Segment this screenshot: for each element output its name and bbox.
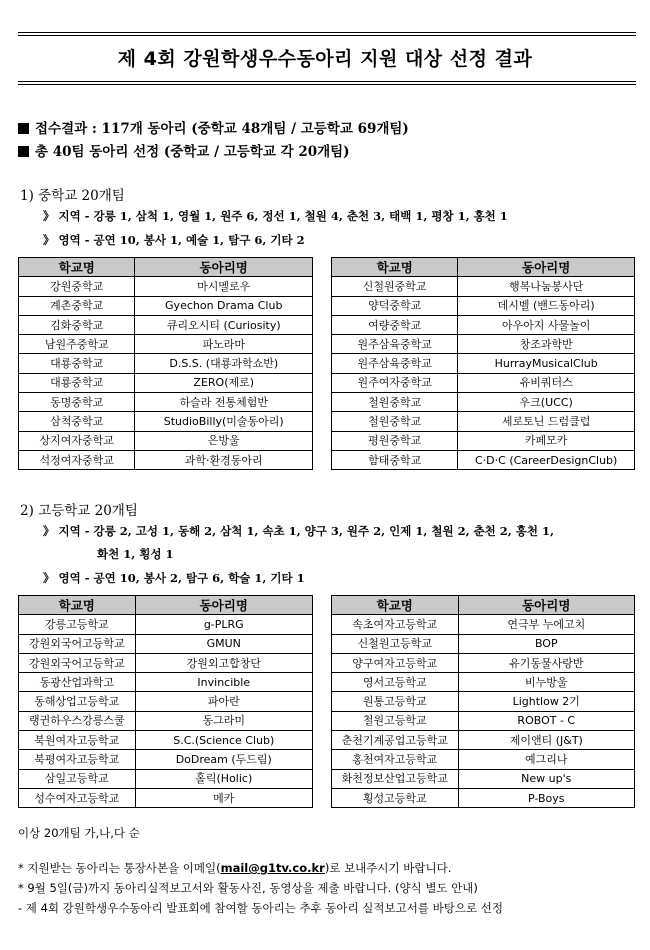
high-table-left [18,595,313,808]
club-name-cell: S.C.(Science Club) [135,731,312,750]
school-name-cell: 철원고등학교 [332,711,459,730]
table-row [19,277,313,296]
summary-line-2 [18,140,350,160]
school-name-cell: 계촌중학교 [19,296,135,315]
school-name-cell: 대룡중학교 [19,354,135,373]
school-name-cell: 여량중학교 [332,315,458,334]
club-name-cell: Lightlow 2기 [458,692,634,711]
summary-text-2: 총 40팀 동아리 선정 (중학교 / 고등학교 각 20개팀) [35,144,350,160]
table-row [332,634,635,653]
school-name-cell: 강원외국어고등학교 [19,634,136,653]
header-school: 학교명 [19,596,136,615]
table-row [332,373,635,392]
table-row [332,296,635,315]
club-name-cell: 큐리오시티 (Curiosity) [135,315,313,334]
summary-text-1: 접수결과 : 117개 동아리 (중학교 48개팀 / 고등학교 69개팀) [35,121,409,137]
school-name-cell: 영서고등학교 [332,673,459,692]
table-row [19,315,313,334]
high-region-text: 지역 - 강릉 2, 고성 1, 동해 2, 삼척 1, 속초 1, 양구 3, 원주 2, 인제 1, 철원 2, 춘천 2, 홍천 1, [58,524,555,538]
school-name-cell: 양구여자고등학교 [332,653,459,672]
club-name-cell: 세로토닌 드럼클럽 [458,412,635,431]
club-name-cell: ROBOT - C [458,711,634,730]
table-row [332,615,635,634]
header-school: 학교명 [19,258,135,277]
school-name-cell: 원주삼육중학교 [332,354,458,373]
club-name-cell: 데시벨 (밴드동아리) [458,296,635,315]
note-email-post: )로 보내주시기 바랍니다. [324,861,452,875]
club-name-cell: P-Boys [458,788,634,807]
high-table-right [331,595,635,808]
table-row [19,412,313,431]
table-row [332,750,635,769]
summary-line-1 [18,117,409,137]
top-rule-1 [18,32,636,33]
school-name-cell: 강원외국어고등학교 [19,653,136,672]
club-name-cell: StudioBilly(미술동아리) [135,412,313,431]
title-rule-2 [18,84,636,85]
table-row [19,653,313,672]
club-name-cell: 유비쿼터스 [458,373,635,392]
table-row [19,750,313,769]
club-name-cell: 하슬라 전통체험반 [135,393,313,412]
table-row [19,673,313,692]
header-school: 학교명 [332,258,458,277]
school-name-cell: 원주삼육중학교 [332,335,458,354]
table-row [19,450,313,469]
club-name-cell: 행복나눔봉사단 [458,277,635,296]
club-name-cell: Gyechon Drama Club [135,296,313,315]
middle-table-right [331,257,635,470]
club-name-cell: 동그라미 [135,711,312,730]
school-name-cell: 북평여자고등학교 [19,750,136,769]
middle-region-line [43,208,508,224]
double-angle-right-icon: 》 [43,524,55,538]
club-name-cell: 비누방울 [458,673,634,692]
school-name-cell: 삼척중학교 [19,412,135,431]
club-name-cell: C·D·C (CareerDesignClub) [458,450,635,469]
table-row [19,769,313,788]
club-name-cell: 홀릭(Holic) [135,769,312,788]
header-school: 학교명 [332,596,459,615]
school-name-cell: 양덕중학교 [332,296,458,315]
table-row [332,354,635,373]
club-name-cell: 파노라마 [135,335,313,354]
club-name-cell: Invincible [135,673,312,692]
table-row [332,731,635,750]
school-name-cell: 동광산업과학고 [19,673,136,692]
school-name-cell: 삼일고등학교 [19,769,136,788]
table-row [19,731,313,750]
school-name-cell: 남원주중학교 [19,335,135,354]
club-name-cell: DoDream (두드림) [135,750,312,769]
table-row [19,335,313,354]
note-presentation: - 제 4회 강원학생우수동아리 발표회에 참여할 동아리는 추후 동아리 실적보고서를 바탕으로 선정 [18,901,503,915]
club-name-cell: D.S.S. (대룡과학쇼반) [135,354,313,373]
table-row [332,277,635,296]
club-name-cell: 카페모카 [458,431,635,450]
table-row [19,354,313,373]
double-angle-right-icon: 》 [43,233,55,247]
middle-field-line [43,232,305,248]
table-row [332,711,635,730]
table-row [19,393,313,412]
school-name-cell: 성수여자고등학교 [19,788,136,807]
club-name-cell: 마시멜로우 [135,277,313,296]
double-angle-right-icon: 》 [43,571,55,585]
school-name-cell: 춘천기계공업고등학교 [332,731,459,750]
school-name-cell: 김화중학교 [19,315,135,334]
club-name-cell: 은방울 [135,431,313,450]
school-name-cell: 속초여자고등학교 [332,615,459,634]
header-club: 동아리명 [458,596,634,615]
table-row [19,431,313,450]
school-name-cell: 랭귄하우스강릉스쿨 [19,711,136,730]
note-email-pre: * 지원받는 동아리는 통장사본을 이메일( [18,861,221,875]
table-row [332,673,635,692]
table-row [332,769,635,788]
table-row [19,615,313,634]
table-row [19,788,313,807]
header-club: 동아리명 [135,258,313,277]
black-square-icon [18,146,29,157]
school-name-cell: 대룡중학교 [19,373,135,392]
school-name-cell: 철원중학교 [332,393,458,412]
table-row [332,393,635,412]
table-row [332,450,635,469]
school-name-cell: 상지여자중학교 [19,431,135,450]
note-email [18,860,451,876]
school-name-cell: 홍천여자고등학교 [332,750,459,769]
header-club: 동아리명 [135,596,312,615]
club-name-cell: 창조과학반 [458,335,635,354]
school-name-cell: 신철원중학교 [332,277,458,296]
school-name-cell: 강원중학교 [19,277,135,296]
school-name-cell: 원통고등학교 [332,692,459,711]
club-name-cell: 과학·환경동아리 [135,450,313,469]
club-name-cell: 유기동물사랑반 [458,653,634,672]
club-name-cell: 파아란 [135,692,312,711]
middle-field-text: 영역 - 공연 10, 봉사 1, 예술 1, 탐구 6, 기타 2 [58,233,305,247]
club-name-cell: GMUN [135,634,312,653]
club-name-cell: g-PLRG [135,615,312,634]
club-name-cell: ZERO(제로) [135,373,313,392]
club-name-cell: New up's [458,769,634,788]
table-row [19,634,313,653]
table-row [332,788,635,807]
table-row [19,296,313,315]
club-name-cell: BOP [458,634,634,653]
school-name-cell: 강릉고등학교 [19,615,136,634]
table-row [332,692,635,711]
page-title: 제 4회 강원학생우수동아리 지원 대상 선정 결과 [117,48,533,70]
school-name-cell: 횡성고등학교 [332,788,459,807]
middle-region-text: 지역 - 강릉 1, 삼척 1, 영월 1, 원주 6, 정선 1, 철원 4, 춘천 3, 태백 1, 평창 1, 홍천 1 [58,209,508,223]
header-club: 동아리명 [458,258,635,277]
school-name-cell: 동명중학교 [19,393,135,412]
club-name-cell: 제이앤티 (J&T) [458,731,634,750]
table-row [332,653,635,672]
club-name-cell: HurrayMusicalClub [458,354,635,373]
email-link[interactable]: mail@g1tv.co.kr [220,861,325,875]
table-row [19,373,313,392]
school-name-cell: 평원중학교 [332,431,458,450]
high-region-line [43,523,554,539]
school-name-cell: 화천정보산업고등학교 [332,769,459,788]
club-name-cell: 우크(UCC) [458,393,635,412]
title-rule-1 [18,81,636,82]
school-name-cell: 동해상업고등학교 [19,692,136,711]
club-name-cell: 메카 [135,788,312,807]
order-note: 이상 20개팀 가,나,다 순 [18,826,140,840]
high-field-line [43,570,305,586]
high-field-text: 영역 - 공연 10, 봉사 2, 탐구 6, 학술 1, 기타 1 [58,571,305,585]
school-name-cell: 원주여자중학교 [332,373,458,392]
school-name-cell: 함태중학교 [332,450,458,469]
club-name-cell: 예그리나 [458,750,634,769]
table-row [332,315,635,334]
table-row [332,335,635,354]
table-row [332,431,635,450]
club-name-cell: 아우아지 사물놀이 [458,315,635,334]
middle-heading: 1) 중학교 20개팀 [20,188,125,204]
middle-table-left [18,257,313,470]
black-square-icon [18,123,29,134]
double-angle-right-icon: 》 [43,209,55,223]
top-rule-2 [18,35,636,36]
school-name-cell: 신철원고등학교 [332,634,459,653]
club-name-cell: 연극부 누에고치 [458,615,634,634]
high-region-line-2: 화천 1, 횡성 1 [97,547,174,561]
club-name-cell: 강원외고합창단 [135,653,312,672]
school-name-cell: 북원여자고등학교 [19,731,136,750]
school-name-cell: 철원중학교 [332,412,458,431]
table-row [19,711,313,730]
table-row [19,692,313,711]
high-heading: 2) 고등학교 20개팀 [20,503,138,519]
note-deadline: * 9월 5일(금)까지 동아리실적보고서와 활동사진, 동영상을 제출 바랍니다. (양식 별도 안내) [18,881,478,895]
table-row [332,412,635,431]
school-name-cell: 석정여자중학교 [19,450,135,469]
